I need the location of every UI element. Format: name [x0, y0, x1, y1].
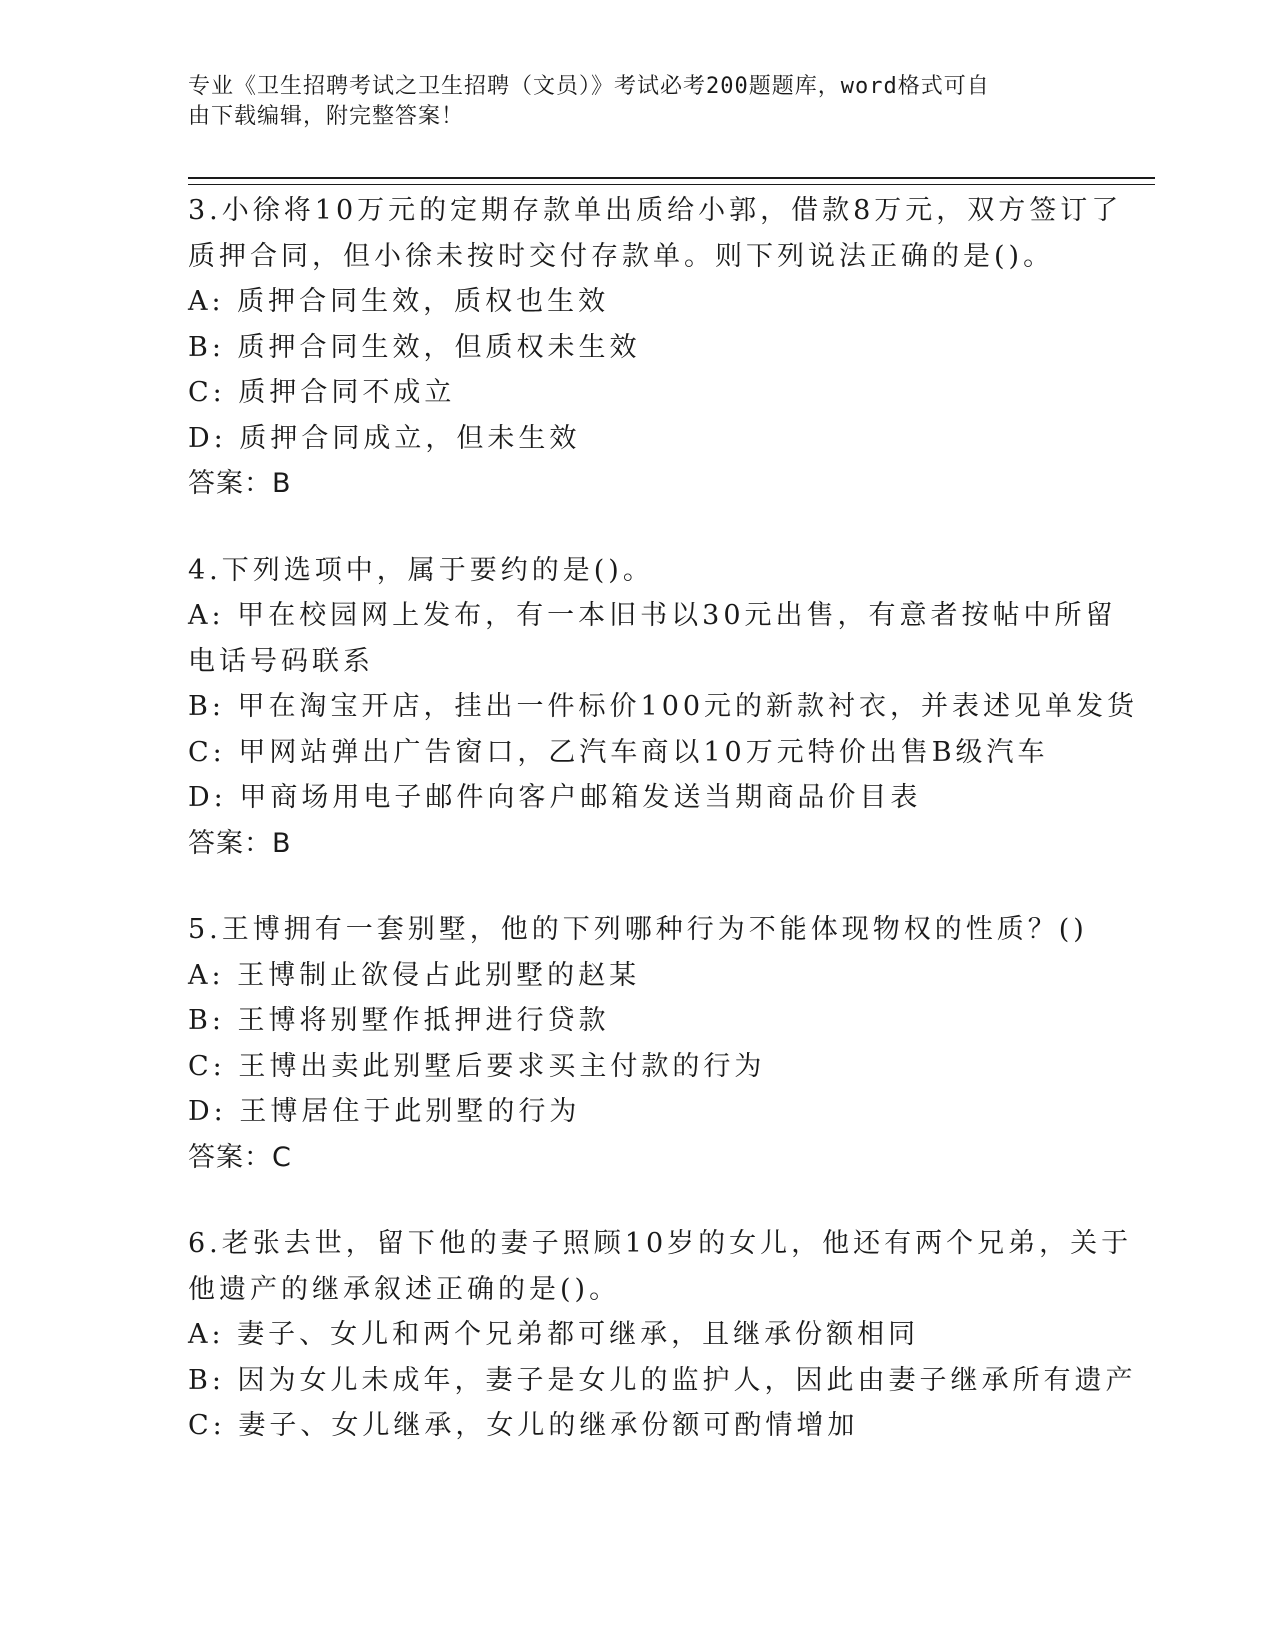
- header-line-2: 由下载编辑，附完整答案！: [188, 104, 465, 129]
- option-c: C: 王博出卖此别墅后要求买主付款的行为: [188, 1050, 766, 1082]
- question-list: [188, 188, 1139, 1490]
- option-c: C: 妻子、女儿继承，女儿的继承份额可酌情增加: [188, 1410, 859, 1441]
- option-b: B: 甲在淘宝开店，挂出一件标价100元的新款衬衣，并表述见单发货: [188, 691, 1139, 722]
- option-b: B: 王博将别墅作抵押进行贷款: [188, 1005, 610, 1036]
- option-a: A: 王博制止欲侵占此别墅的赵某: [188, 959, 641, 991]
- option-a-continued: 电话号码联系: [188, 645, 374, 677]
- question-stem-line: 他遗产的继承叙述正确的是()。: [188, 1273, 621, 1305]
- header-line-1: 专业《卫生招聘考试之卫生招聘（文员）》考试必考200题题库，word格式可自: [188, 74, 990, 99]
- option-b: B: 质押合同生效，但质权未生效: [188, 331, 641, 363]
- option-c: C: 甲网站弹出广告窗口，乙汽车商以10万元特价出售B级汽车: [188, 736, 1049, 768]
- question-item: [188, 907, 1088, 1180]
- answer-line: 答案：C: [188, 1141, 292, 1173]
- option-c: C: 质押合同不成立: [188, 377, 456, 408]
- option-b: B: 因为女儿未成年，妻子是女儿的监护人，因此由妻子继承所有遗产: [188, 1364, 1137, 1396]
- answer-line: 答案：B: [188, 827, 292, 859]
- question-item: [188, 188, 1123, 507]
- header-divider-thin: [188, 184, 1155, 185]
- header-divider-thick: [188, 177, 1155, 179]
- document-header: [188, 72, 1088, 132]
- question-item: [188, 1221, 1137, 1449]
- option-a: A: 妻子、女儿和两个兄弟都可继承，且继承份额相同: [188, 1319, 920, 1350]
- question-stem-line: 质押合同，但小徐未按时交付存款单。则下列说法正确的是()。: [188, 240, 1055, 272]
- question-stem-line: 5.王博拥有一套别墅，他的下列哪种行为不能体现物权的性质？(): [188, 914, 1088, 945]
- option-a: A: 甲在校园网上发布，有一本旧书以30元出售，有意者按帖中所留: [188, 600, 1117, 631]
- option-d: D: 质押合同成立，但未生效: [188, 422, 581, 454]
- option-d: D: 甲商场用电子邮件向客户邮箱发送当期商品价目表: [188, 782, 922, 813]
- option-a: A: 质押合同生效，质权也生效: [188, 286, 610, 317]
- question-stem-line: 4.下列选项中，属于要约的是()。: [188, 554, 654, 586]
- answer-line: 答案：B: [188, 468, 292, 499]
- option-d: D: 王博居住于此别墅的行为: [188, 1096, 581, 1127]
- question-stem-line: 3.小徐将10万元的定期存款单出质给小郭，借款8万元，双方签订了: [188, 195, 1123, 226]
- question-stem-line: 6.老张去世，留下他的妻子照顾10岁的女儿，他还有两个兄弟，关于: [188, 1228, 1133, 1259]
- question-item: [188, 548, 1139, 867]
